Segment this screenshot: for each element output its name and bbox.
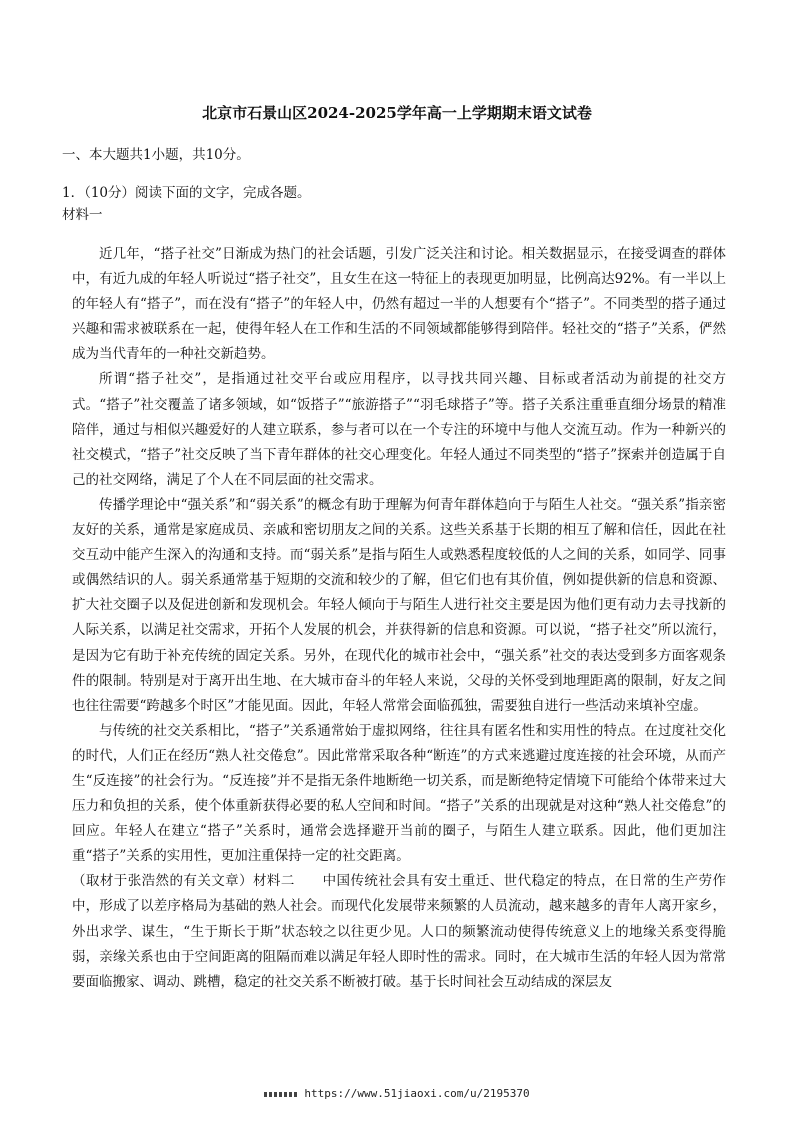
passage-paragraph-3: 传播学理论中“强关系”和“弱关系”的概念有助于理解为何青年群体趋向于与陌生人社交。“强关系”指亲密友好的关系，通常是家庭成员、亲戚和密切朋友之间的关系。这些关系基于长期的相互了解和信任，因此在社交互动中能产生深入的沟通和支持。而“弱关系”是指与陌生人或熟悉程度较低的人之间的关系，如同学、同事或偶然结识的人。弱关系通常基于短期的交流和较少的了解，但它们也有其价值，例如提供新的信息和资源、扩大社交圈子以及促进创新和发现机会。年轻人倾向于与陌生人进行社交主要是因为他们更有动力去寻找新的人际关系，以满足社交需求，开拓个人发展的机会，并获得新的信息和资源。可以说，“搭子社交”所以流行，是因为它有助于补充传统的固定关系。另外，在现代化的城市社会中，“强关系”社交的表达受到多方面客观条件的限制。特别是对于离开出生地、在大城市奋斗的年轻人来说，父母的关怀受到地理距离的限制，好友之间也往往需要“跨越多个时区”才能见面。因此，年轻人常常会面临孤独，需要独自进行一些活动来填补空虚。 xyxy=(72,496,726,714)
page-title: 北京市石景山区2024-2025学年高一上学期期末语文试卷 xyxy=(202,104,592,122)
footer-watermark xyxy=(0,1086,794,1102)
section-heading: 一、本大题共1小题，共10分。 xyxy=(62,147,250,163)
site-logo-icon xyxy=(264,1092,298,1097)
passage-paragraph-1: 近几年，“搭子社交”日渐成为热门的社会话题，引发广泛关注和讨论。相关数据显示，在接受调查的群体中，有近九成的年轻人听说过“搭子社交”，且女生在这一特征上的表现更加明显，比例高达92%。有一半以上的年轻人有“搭子”，而在没有“搭子”的年轻人中，仍然有超过一半的人想要有个“搭子”。不同类型的搭子通过兴趣和需求被联系在一起，使得年轻人在工作和生活的不同领域都能够得到陪伴。轻社交的“搭子”关系，俨然成为当代青年的一种社交新趋势。 xyxy=(72,246,726,363)
passage-paragraph-2: 所谓“搭子社交”，是指通过社交平台或应用程序，以寻找共同兴趣、目标或者活动为前提的社交方式。“搭子”社交覆盖了诸多领域，如“饭搭子”“旅游搭子”“羽毛球搭子”等。搭子关系注重垂直细分场景的精准陪伴，通过与相似兴趣爱好的人建立联系，参与者可以在一个专注的环境中与他人交流互动。作为一种新兴的社交模式，“搭子”社交反映了当下青年群体的社交心理变化。年轻人通过不同类型的“搭子”探索并创造属于自己的社交网络，满足了个人在不同层面的社交需求。 xyxy=(72,371,726,488)
passage-body xyxy=(72,242,726,995)
passage-paragraph-4: 与传统的社交关系相比，“搭子”关系通常始于虚拟网络，往往具有匿名性和实用性的特点。在过度社交化的时代，人们正在经历“熟人社交倦怠”。因此常常采取各种“断连”的方式来逃避过度连接的社会环境，从而产生“反连接”的社会行为。“反连接”并不是指无条件地断绝一切关系，而是断绝特定情境下可能给个体带来过大压力和负担的关系，使个体重新获得必要的私人空间和时间。“搭子”关系的出现就是对这种“熟人社交倦怠”的回应。年轻人在建立“搭子”关系时，通常会选择避开当前的圈子，与陌生人建立联系。因此，他们更加注重“搭子”关系的实用性，更加注重保持一定的社交距离。 xyxy=(72,722,726,865)
passage-paragraph-5: （取材于张浩然的有关文章）材料二 中国传统社会具有安土重迁、世代稳定的特点，在日常的生产劳作中，形成了以差序格局为基础的熟人社会。而现代化发展带来频繁的人员流动，越来越多的青年人离开家乡，外出求学、谋生，“生于斯长于斯”状态较之以往更少见。人口的频繁流动使得传统意义上的地缘关系变得脆弱，亲缘关系也由于空间距离的阻隔而难以满足年轻人即时性的需求。同时，在大城市生活的年轻人因为常常要面临搬家、调动、跳槽，稳定的社交关系不断被打破。基于长时间社会互动结成的深层友 xyxy=(72,873,726,990)
material-one-label: 材料一 xyxy=(62,207,103,223)
footer-url[interactable]: https://www.51jiaoxi.com/u/2195370 xyxy=(304,1087,530,1100)
question-heading: 1．（10分）阅读下面的文字，完成各题。 xyxy=(62,185,311,201)
